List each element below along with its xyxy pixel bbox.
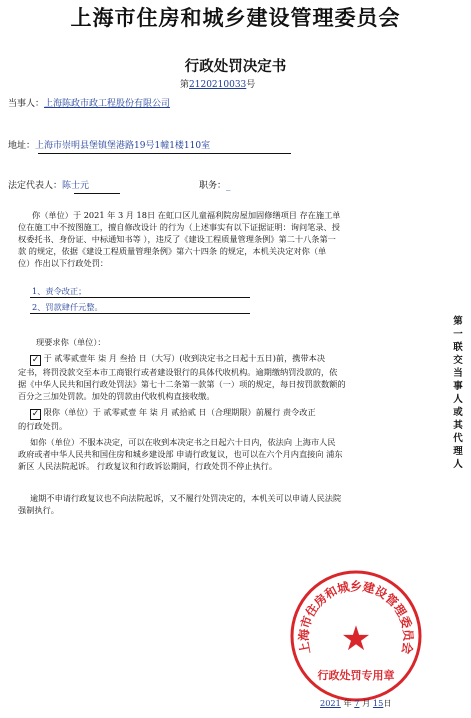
appeal-line: 政府或者中华人民共和国住房和城乡建设部 申请行政复议，也可以在六个月内直接向 浦东: [18, 449, 343, 459]
position-row: [199, 180, 231, 193]
fact-paragraph: [18, 209, 341, 269]
address-underline: [38, 153, 291, 154]
checkbox-checked-icon: ✓: [31, 409, 40, 419]
address-row: [8, 140, 210, 153]
enforce-line: 逾期不申请行政复议也不向法院起诉，又不履行处罚决定的，本机关可以申请人民法院: [30, 493, 342, 503]
seal-star-icon: ★: [340, 619, 372, 659]
seal-bottom-text: 行政处罚专用章: [317, 669, 395, 682]
doc-number: [180, 79, 255, 92]
requirement-pay-line: 百分之三加处罚款。加处的罚款由代收机构直接收缴。: [18, 391, 215, 401]
address-value: 上海市崇明县堡镇堡港路19号1幢1楼110室: [35, 141, 211, 151]
penalty-item-1: 1、责令改正；: [32, 286, 87, 296]
requirement-correct-line: 的行政处罚。: [18, 421, 68, 431]
fact-line: 位）作出以下行政处罚：: [18, 258, 109, 268]
date-month: 7: [354, 698, 360, 708]
date-day-unit: 日: [383, 698, 392, 708]
party-name: 上海陈政市政工程股份有限公司: [44, 99, 171, 109]
position-label: 职务：: [199, 181, 227, 191]
enforce-line: 强制执行。: [18, 505, 59, 515]
fact-line: 权委托书、身份证、中标通知书等 ），违反了《建设工程质量管理条例》第二十八条第一: [18, 234, 336, 244]
party-row: [8, 98, 170, 111]
date-year: 2021: [320, 698, 341, 708]
require-label: 现要求你（单位）：: [36, 337, 106, 347]
doc-number-suffix: 号: [246, 80, 256, 90]
doc-title: 行政处罚决定书: [184, 58, 287, 75]
appeal-line: 新区 人民法院起诉。 行政复议和行政诉讼期间，行政处罚不停止执行。: [18, 461, 278, 471]
requirement-correct-line: [30, 406, 316, 420]
address-label: 地址：: [8, 141, 36, 151]
position-value: _: [226, 181, 231, 191]
requirement-pay-line: 定书，将罚没款交至本市工商银行或者建设银行的具体代收机构。逾期缴纳罚没款的，依: [18, 367, 338, 377]
rep-name: 陈士元: [62, 181, 90, 191]
requirement-pay-line: 据《中华人民共和国行政处罚法》第七十二条第一款第（一）项的规定，每日按罚款数额的: [18, 379, 346, 389]
enforce-paragraph: [18, 492, 341, 516]
rep-row: [8, 180, 89, 193]
doc-number-prefix: 第: [180, 80, 190, 90]
requirement-pay: [18, 352, 346, 402]
org-title: 上海市住房和城乡建设管理委员会: [70, 5, 401, 30]
official-seal: [288, 568, 424, 704]
requirement-pay-line: [30, 352, 346, 366]
date-day: 15: [372, 698, 384, 708]
requirement-text: 于 贰零贰壹年 柒 月 叁拾 日（大写）(收到决定书之日起十五日)前，携带本决: [43, 353, 326, 363]
party-label: 当事人：: [8, 99, 45, 109]
date-year-unit: 年: [343, 698, 352, 708]
appeal-line: 如你（单位）不服本决定，可以在收到本决定书之日起六十日内，依法向 上海市人民: [30, 437, 336, 447]
fact-line: 款 的规定，依据《建设工程质量管理条例》第六十四条 的规定，本机关决定对你（单: [18, 246, 327, 256]
fact-line: 位在施工中不按图施工，擅自修改设计 的行为（上述事实有以下证据证明：询问笔录、授: [18, 222, 340, 232]
checkbox-checked-icon: ✓: [31, 355, 40, 365]
issue-date: [320, 697, 392, 709]
appeal-paragraph: [18, 436, 343, 472]
doc-number-value: 2120210033: [189, 80, 247, 90]
requirement-text: 限你（单位）于 贰零贰壹 年 柒 月 贰拾贰 日（合理期限）前履行 责令改正: [43, 407, 316, 417]
requirement-correct: [18, 406, 316, 432]
rep-label: 法定代表人：: [8, 181, 63, 191]
rep-underline: [74, 193, 120, 194]
seal-org-text: 上海市住房和城乡建设管理委员会: [296, 579, 416, 656]
penalty-underline-2: [30, 313, 250, 314]
copy-note: 第一联 交当事人或其代理人: [453, 316, 463, 470]
penalty-underline-1: [30, 297, 250, 298]
date-month-unit: 月: [362, 698, 371, 708]
penalty-item-2: 2、罚款肆仟元整。: [32, 302, 103, 312]
fact-line: 你（单位）于 2021 年 3 月 18日 在虹口区儿童福利院房屋加固修缮项目 存在施工单: [32, 210, 341, 220]
